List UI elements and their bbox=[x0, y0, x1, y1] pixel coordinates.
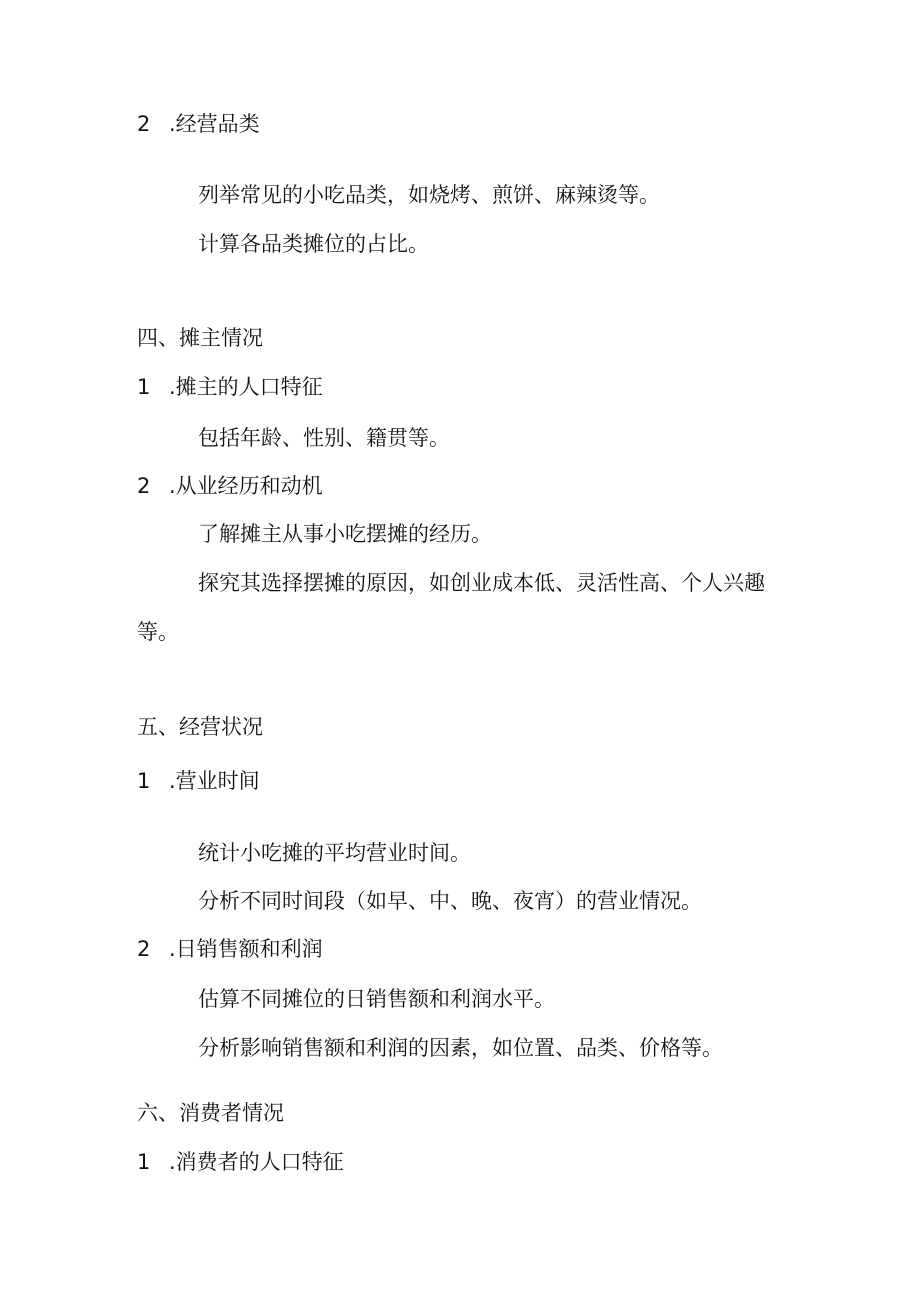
section-heading-vendor-situation: 四、摊主情况 bbox=[137, 326, 263, 350]
subheading-text: .摊主的人口特征 bbox=[169, 375, 323, 399]
paragraph-continuation: 等。 bbox=[137, 620, 179, 644]
subheading-number: 2 bbox=[137, 112, 151, 136]
paragraph: 探究其选择摆摊的原因，如创业成本低、灵活性高、个人兴趣 bbox=[198, 571, 765, 595]
subheading-business-categories bbox=[137, 110, 260, 138]
subheading-text: .日销售额和利润 bbox=[169, 937, 323, 961]
section-heading-consumer-situation: 六、消费者情况 bbox=[137, 1101, 284, 1125]
paragraph: 了解摊主从事小吃摆摊的经历。 bbox=[198, 522, 492, 546]
subheading-text: .营业时间 bbox=[169, 769, 260, 793]
paragraph: 分析不同时间段（如早、中、晚、夜宵）的营业情况。 bbox=[198, 889, 702, 913]
paragraph: 统计小吃摊的平均营业时间。 bbox=[198, 841, 471, 865]
subheading-daily-sales-profit bbox=[137, 935, 323, 963]
subheading-text: .从业经历和动机 bbox=[169, 474, 323, 498]
subheading-number: 2 bbox=[137, 937, 151, 961]
subheading-consumer-demographics bbox=[137, 1148, 344, 1176]
paragraph: 列举常见的小吃品类，如烧烤、煎饼、麻辣烫等。 bbox=[198, 183, 660, 207]
subheading-text: .消费者的人口特征 bbox=[169, 1150, 344, 1174]
subheading-number: 1 bbox=[137, 1150, 151, 1174]
subheading-business-hours bbox=[137, 767, 260, 795]
subheading-number: 1 bbox=[137, 769, 151, 793]
subheading-experience-motivation bbox=[137, 472, 323, 500]
subheading-text: .经营品类 bbox=[169, 112, 260, 136]
paragraph: 估算不同摊位的日销售额和利润水平。 bbox=[198, 987, 555, 1011]
paragraph: 分析影响销售额和利润的因素，如位置、品类、价格等。 bbox=[198, 1036, 723, 1060]
subheading-number: 2 bbox=[137, 474, 151, 498]
subheading-number: 1 bbox=[137, 375, 151, 399]
paragraph: 计算各品类摊位的占比。 bbox=[198, 232, 429, 256]
section-heading-business-status: 五、经营状况 bbox=[137, 715, 263, 739]
subheading-vendor-demographics bbox=[137, 373, 323, 401]
paragraph: 包括年龄、性别、籍贯等。 bbox=[198, 426, 450, 450]
